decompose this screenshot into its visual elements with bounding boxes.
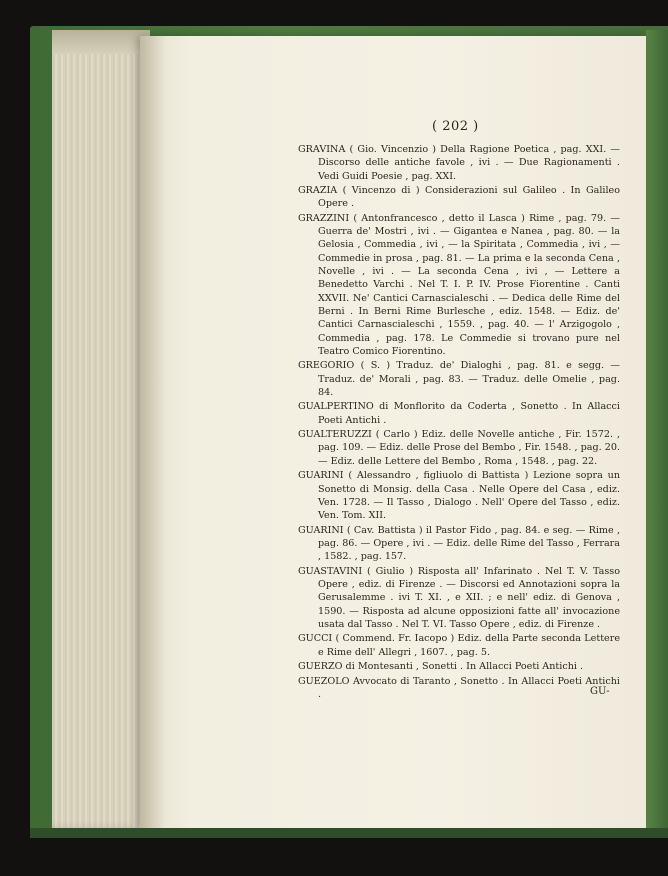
entry-gregorio: GREGORIO ( S. ) Traduz. de' Dialoghi , pag. 81. e segg. — Traduz. de' Morali , pag. 83. — Traduz. delle Omelie , pag. 84. xyxy=(298,360,620,398)
page-number: ( 202 ) xyxy=(432,119,479,134)
cover-right-edge xyxy=(646,30,668,838)
entry-guastavini: GUASTAVINI ( Giulio ) Risposta all' Infarinato . Nel T. V. Tasso Opere , ediz. di Firenze . — Discorsi ed Annotazioni sopra la Gerusalemme . ivi T. XI. , e XII. ; e nell' ediz. di Genova , 1590. — Risposta ad alcune opposizioni fatte all' invocazione usata dal Tasso . Nel T. VI. Tasso Opere , ediz. di Firenze . xyxy=(298,565,620,630)
entry-guezolo: GUEZOLO Avvocato di Taranto , Sonetto . In Allacci Poeti Antichi . xyxy=(298,675,620,700)
entry-gravina: GRAVINA ( Gio. Vincenzio ) Della Ragione Poetica , pag. XXI. — Discorso delle antiche favole , ivi . — Due Ragionamenti . Vedi Guidi Poesie , pag. XXI. xyxy=(298,144,620,182)
catchword: GU- xyxy=(590,686,610,697)
entry-grazia: GRAZIA ( Vincenzo di ) Considerazioni sul Galileo . In Galileo Opere . xyxy=(298,185,620,210)
entry-gualteruzzi: GUALTERUZZI ( Carlo ) Ediz. delle Novelle antiche , Fir. 1572. , pag. 109. — Ediz. delle Prose del Bembo , Fir. 1548. , pag. 20. — Ediz. delle Lettere del Bembo , Roma , 1548. , pag. 22. xyxy=(298,429,620,467)
entry-gucci: GUCCI ( Commend. Fr. Iacopo ) Ediz. della Parte seconda Lettere e Rime dell' Allegri , 1607. , pag. 5. xyxy=(298,633,620,658)
index-entries xyxy=(298,143,620,702)
entry-guarini-battista: GUARINI ( Cav. Battista ) il Pastor Fido , pag. 84. e seg. — Rime , pag. 86. — Opere , ivi . — Ediz. delle Rime del Tasso , Ferrara , 1582. , pag. 157. xyxy=(298,524,620,563)
entry-guarini-alessandro: GUARINI ( Alessandro , figliuolo di Battista ) Lezione sopra un Sonetto di Monsig. della Casa . Nelle Opere del Casa , ediz. Ven. 1728. — Il Tasso , Dialogo . Nell' Opere del Tasso , ediz. Ven. Tom. XII. xyxy=(298,470,620,522)
entry-guerzo: GUERZO di Montesanti , Sonetti . In Allacci Poeti Antichi . xyxy=(298,661,584,673)
page-edge-top xyxy=(52,30,150,54)
entry-grazzini: GRAZZINI ( Antonfrancesco , detto il Lasca ) Rime , pag. 79. — Guerra de' Mostri , ivi . — Gigantea e Nanea , pag. 80. — la Gelosia , Commedia , ivi , — la Spiritata , Commedia , ivi , — Commedie in prosa , pag. 81. — La prima e la seconda Cena , Novelle , ivi . — La seconda Cena , ivi , — Lettere a Benedetto Varchi . Nel T. I. P. IV. Prose Fiorentine . Canti XXVII. Ne' Cantici Carnascialeschi . — Dedica delle Rime del Berni . In Berni Rime Burlesche , ediz. 1548. — Ediz. de' Cantici Carnascialeschi , 1559. , pag. 40. — l' Arzigogolo , Commedia , pag. 178. Le Commedie si trovano pure nel Teatro Comico Fiorentino. xyxy=(298,212,620,357)
entry-gualpertino: GUALPERTINO di Monflorito da Coderta , Sonetto . In Allacci Poeti Antichi . xyxy=(298,401,620,426)
cover-bottom-edge xyxy=(30,828,668,838)
page-gutter-shadow xyxy=(140,36,166,828)
page-edge-stack xyxy=(52,30,150,830)
